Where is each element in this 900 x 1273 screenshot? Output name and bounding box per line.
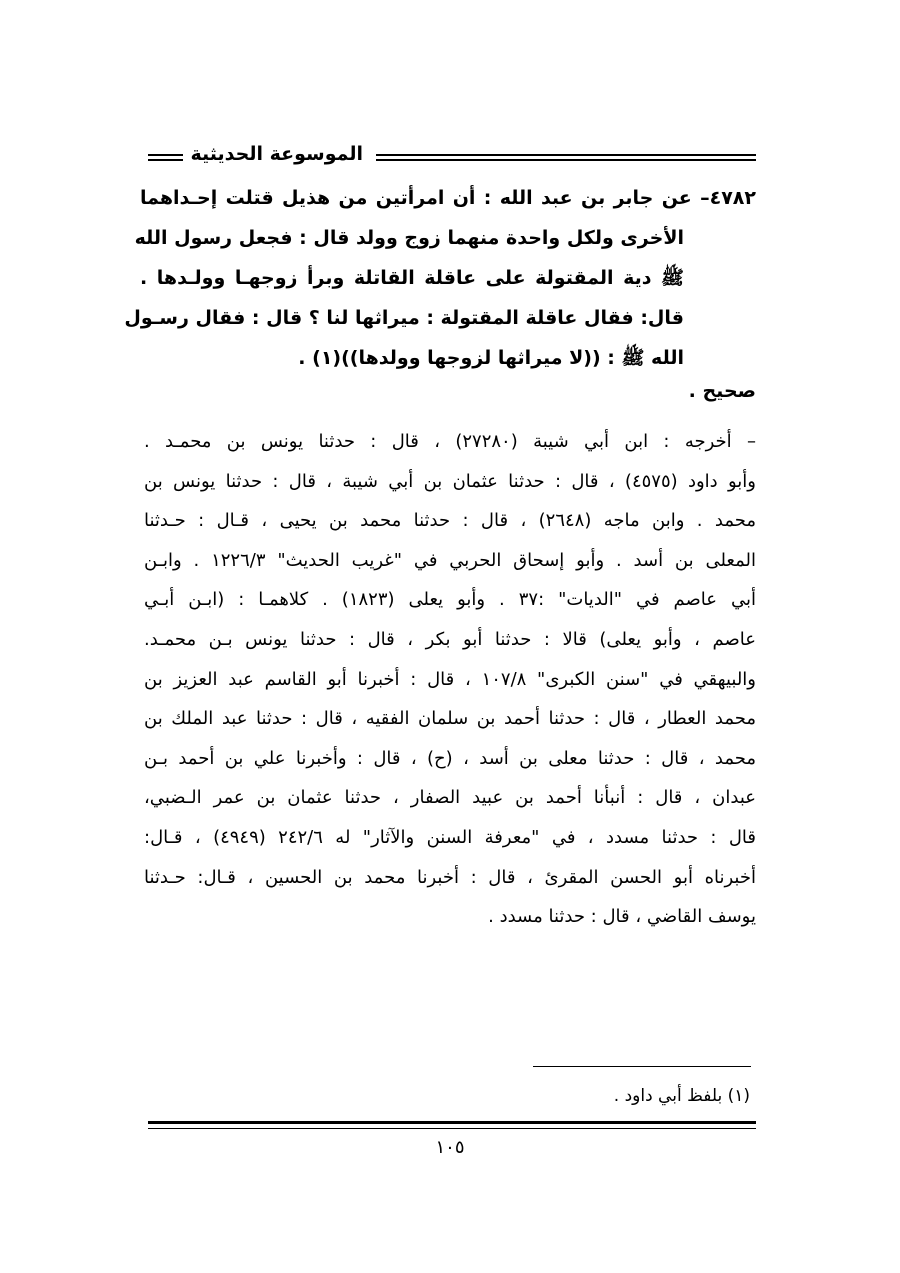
running-header (148, 143, 756, 177)
takhrij-line: والبيهقي في "سنن الكبرى" ١٠٧/٨ ، قال : أخبرنا أبو القاسم عبد العزيز بن (144, 668, 757, 690)
footer-rule-thin (148, 1128, 756, 1129)
hadith-line: قال: فقال عاقلة المقتولة : ميراثها لنا ؟ قال : فقال رسـول (124, 307, 684, 329)
takhrij-line: عاصم ، وأبو يعلى) قالا : حدثنا أبو بكر ، قال : حدثنا يونس بـن محمـد. (144, 628, 756, 650)
footnote: (١) بلفظ أبي داود . (613, 1086, 750, 1106)
takhrij-line: قال : حدثنا مسدد ، في "معرفة السنن والآثار" له ٢٤٢/٦ (٤٩٤٩) ، قـال: (144, 826, 757, 848)
hadith-grade: صحيح . (688, 380, 756, 402)
footer-rule-thick (148, 1121, 756, 1124)
hadith-line: ٤٧٨٢– عن جابر بن عبد الله : أن امرأتين من هذيل قتلت إحـداهما (140, 187, 756, 209)
takhrij-line: محمد العطار ، قال : حدثنا أحمد بن سلمان الفقيه ، قال : حدثنا عبد الملك بن (144, 708, 756, 730)
takhrij-line: أخبرناه أبو الحسن المقرئ ، قال : أخبرنا محمد بن الحسين ، قـال: حـدثنا (144, 866, 756, 888)
takhrij-line: وأبو داود (٤٥٧٥) ، قال : حدثنا عثمان بن أبي شيبة ، قال : حدثنا يونس بن (144, 470, 756, 492)
header-title: الموسوعة الحديثية (183, 143, 372, 165)
hadith-line: الأخرى ولكل واحدة منهما زوج وولد قال : فجعل رسول الله (134, 227, 684, 249)
hadith-text (124, 178, 756, 378)
footnote-separator (533, 1066, 751, 1067)
takhrij-line: محمد . وابن ماجه (٢٦٤٨) ، قال : حدثنا محمد بن يحيى ، قـال : حـدثنا (144, 510, 756, 532)
takhrij-line: يوسف القاضي ، قال : حدثنا مسدد . (488, 906, 756, 928)
takhrij-line: أبي عاصم في "الديات" :٣٧ . وأبو يعلى (١٨٢٣) . كلاهمـا : (ابـن أبـي (144, 589, 756, 611)
takhrij-paragraph (144, 422, 756, 937)
page-number: ١٠٥ (435, 1137, 465, 1158)
header-rule-right (376, 154, 756, 161)
takhrij-line: محمد ، قال : حدثنا معلى بن أسد ، (ح) ، قال : وأخبرنا علي بن أحمد بـن (144, 747, 756, 769)
takhrij-line: المعلى بن أسد . وأبو إسحاق الحربي في "غريب الحديث" ١٢٢٦/٣ . وابـن (144, 549, 756, 571)
takhrij-line: – أخرجه : ابن أبي شيبة (٢٧٢٨٠) ، قال : حدثنا يونس بن محمـد . (144, 431, 756, 452)
hadith-line: الله ﷺ : ((لا ميراثها لزوجها وولدها))(١) . (298, 347, 684, 369)
hadith-line: ﷺ دية المقتولة على عاقلة القاتلة وبرأ زوجهـا وولـدها . (140, 267, 684, 289)
takhrij-line: عبدان ، قال : أنبأنا أحمد بن عبيد الصفار ، حدثنا عثمان بن عمر الـضبي، (144, 787, 756, 809)
